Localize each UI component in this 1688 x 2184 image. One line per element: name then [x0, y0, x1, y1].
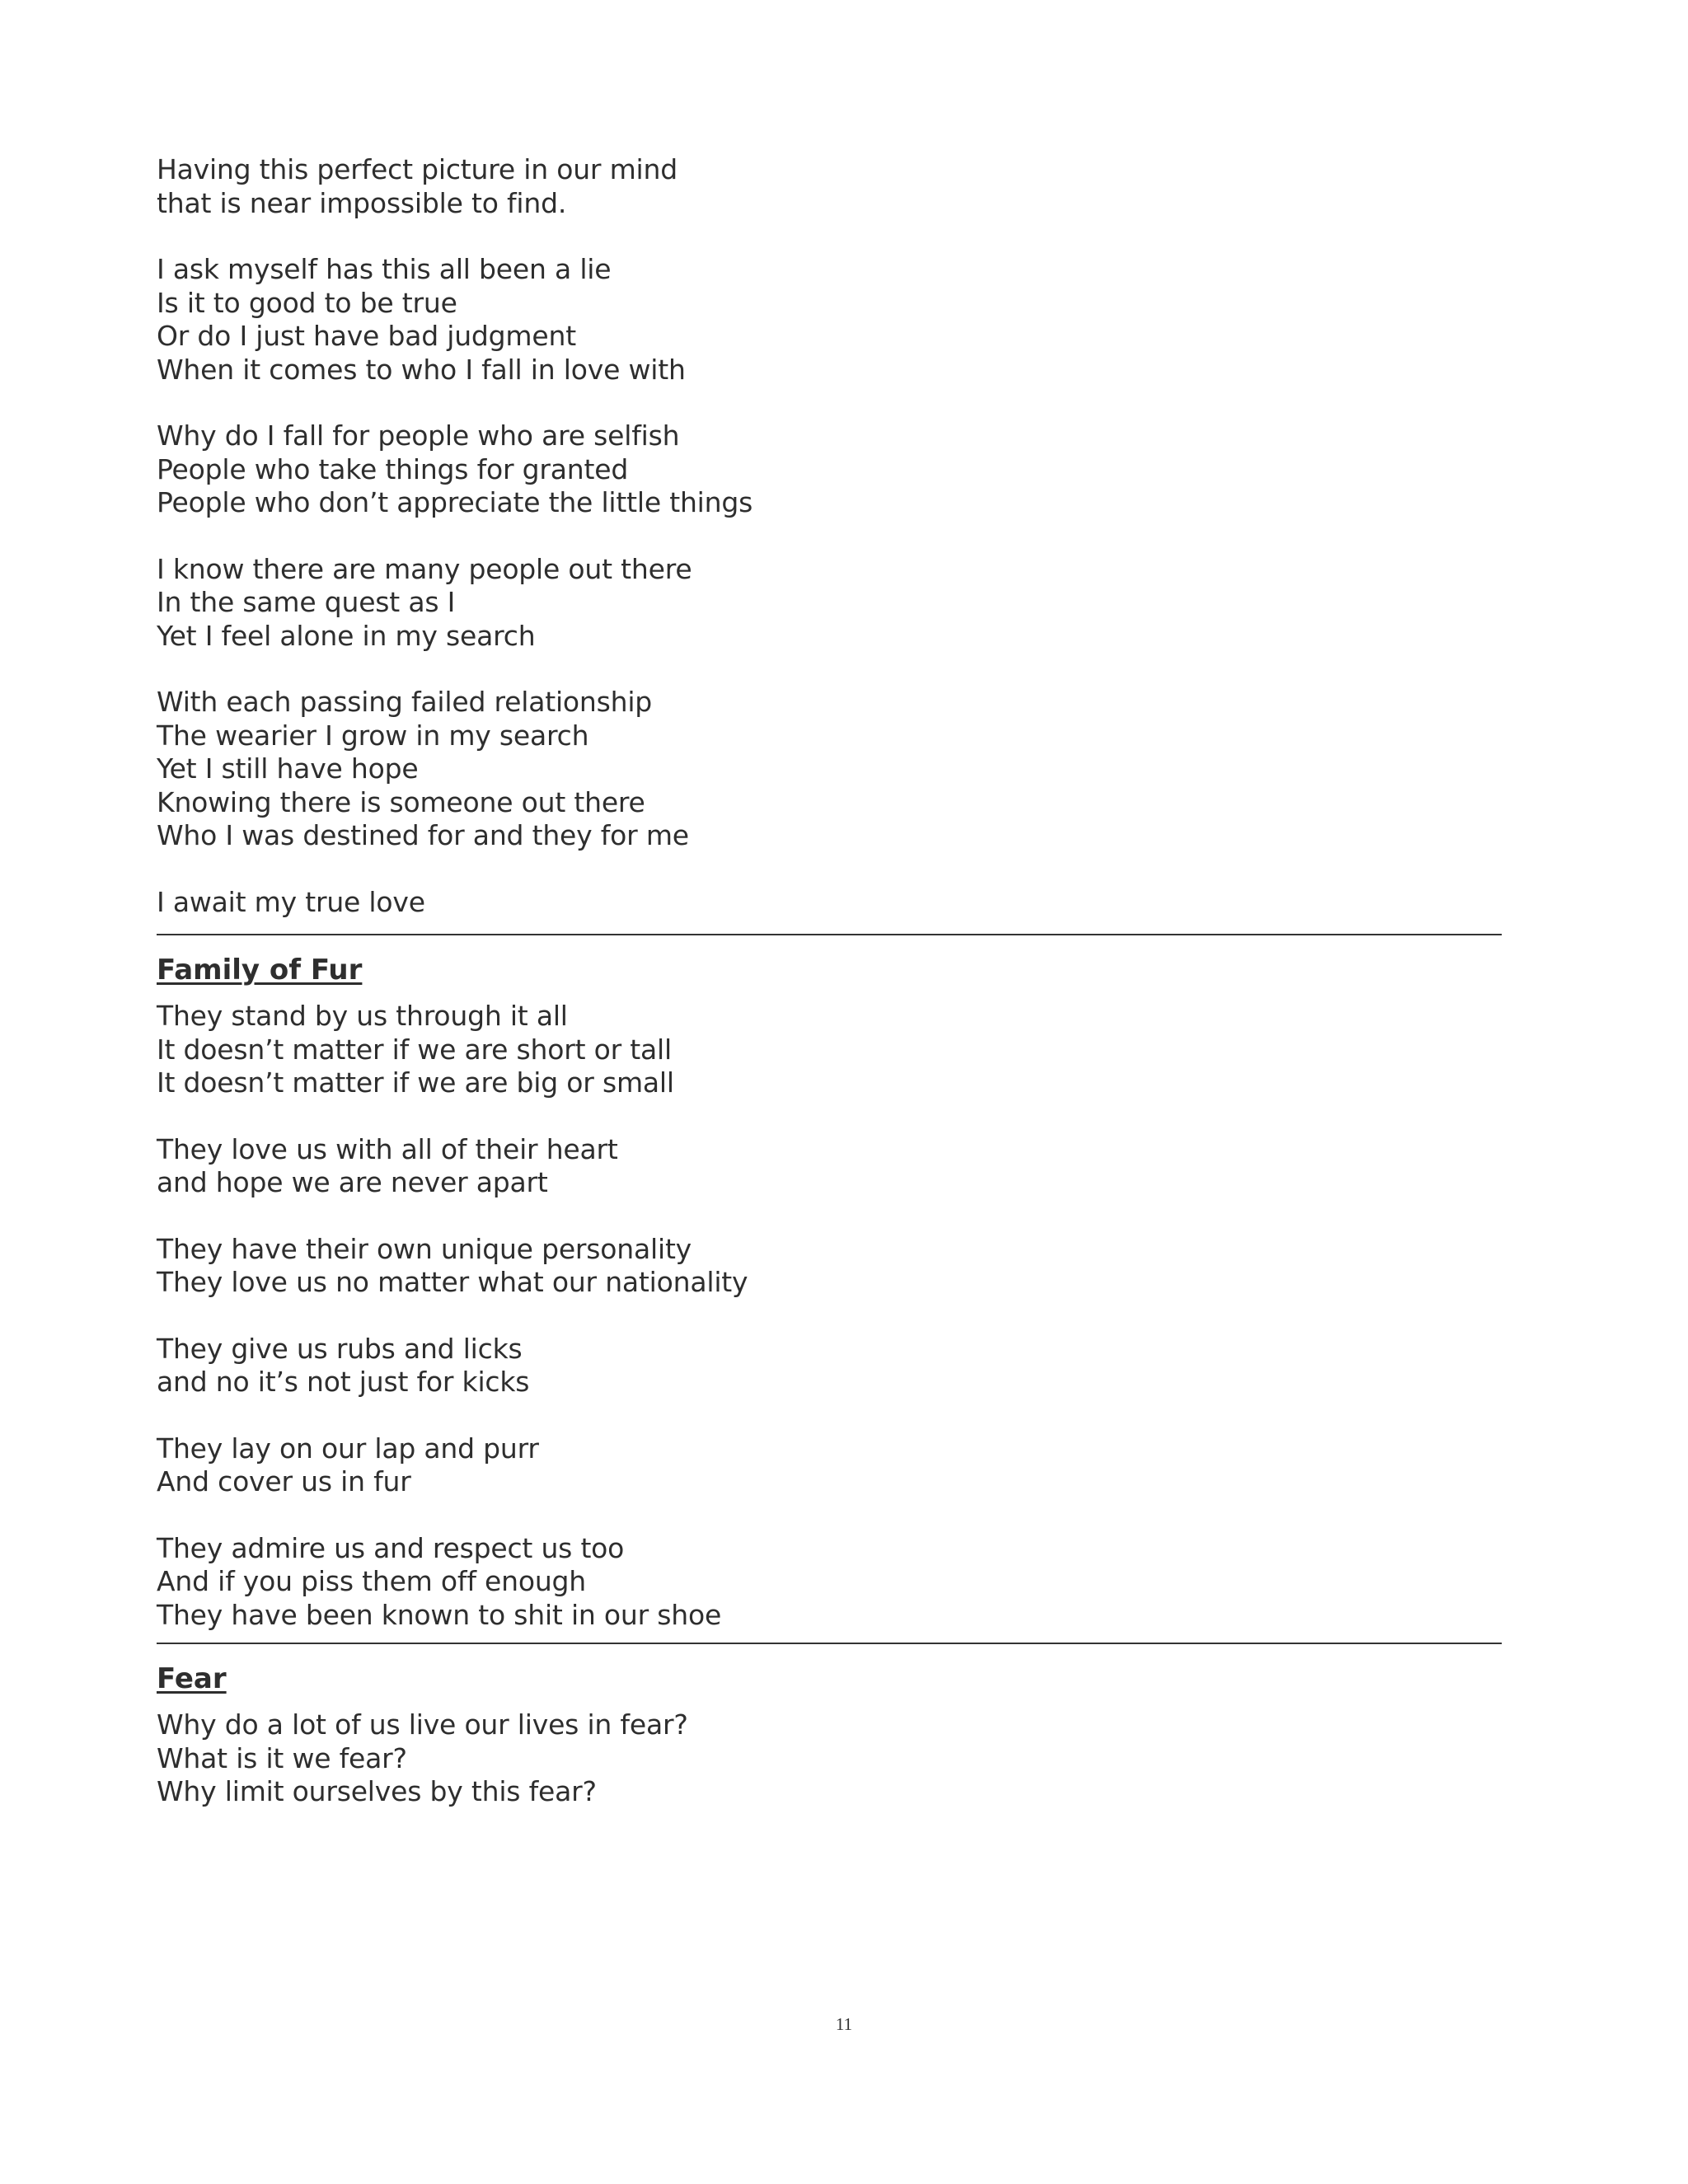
stanza: [157, 1708, 1502, 1809]
poem-title: Family of Fur: [157, 954, 363, 987]
poem-line: Knowing there is someone out there: [157, 785, 645, 818]
stanza: [157, 419, 1502, 520]
stanza: [157, 1000, 1502, 1100]
poem-line: They admire us and respect us too: [157, 1531, 625, 1564]
poem-family-of-fur: [157, 954, 1502, 1632]
poem-line: They give us rubs and licks: [157, 1332, 523, 1365]
stanza: [157, 553, 1502, 654]
document-page: [157, 153, 1502, 1809]
poem-line: Having this perfect picture in our mind: [157, 153, 678, 185]
poem-line: And if you piss them off enough: [157, 1565, 587, 1597]
stanza: [157, 686, 1502, 853]
poem-line: What is it we fear?: [157, 1741, 407, 1774]
stanza: [157, 1133, 1502, 1200]
poem-line: Why do I fall for people who are selfish: [157, 419, 680, 452]
section-divider: [157, 1643, 1502, 1644]
poem-line: They lay on our lap and purr: [157, 1432, 539, 1465]
poem-line: that is near impossible to find.: [157, 186, 567, 219]
poem-line: They have their own unique personality: [157, 1232, 692, 1265]
stanza: [157, 253, 1502, 387]
poem-line: It doesn’t matter if we are short or tall: [157, 1033, 672, 1066]
poem-line: They love us with all of their heart: [157, 1132, 618, 1165]
poem-line: Why limit ourselves by this fear?: [157, 1775, 597, 1807]
stanza: [157, 1532, 1502, 1633]
poem-line: Why do a lot of us live our lives in fear?: [157, 1708, 688, 1741]
poem-title: Fear: [157, 1662, 227, 1695]
poem-continuation: [157, 153, 1502, 919]
poem-line: They stand by us through it all: [157, 1000, 568, 1032]
poem-line: and no it’s not just for kicks: [157, 1366, 530, 1398]
poem-line: They have been known to shit in our shoe: [157, 1598, 722, 1631]
poem-line: Yet I still have hope: [157, 752, 419, 785]
poem-line: and hope we are never apart: [157, 1166, 548, 1198]
poem-line: I ask myself has this all been a lie: [157, 253, 612, 285]
poem-line: The wearier I grow in my search: [157, 719, 589, 752]
poem-line: I know there are many people out there: [157, 552, 692, 585]
stanza: [157, 153, 1502, 220]
poem-line: I await my true love: [157, 885, 425, 918]
poem-line: They love us no matter what our nationality: [157, 1266, 748, 1298]
section-divider: [157, 934, 1502, 935]
poem-line: It doesn’t matter if we are big or small: [157, 1066, 674, 1099]
poem-line: And cover us in fur: [157, 1465, 411, 1497]
stanza: [157, 886, 1502, 920]
poem-line: When it comes to who I fall in love with: [157, 353, 686, 386]
poem-line: In the same quest as I: [157, 586, 456, 618]
stanza: [157, 1333, 1502, 1399]
poem-line: Who I was destined for and they for me: [157, 819, 689, 851]
page-number: 11: [835, 2014, 853, 2034]
stanza: [157, 1432, 1502, 1499]
poem-line: People who don’t appreciate the little things: [157, 486, 753, 518]
poem-fear: [157, 1662, 1502, 1809]
poem-line: Is it to good to be true: [157, 286, 457, 319]
poem-line: People who take things for granted: [157, 452, 629, 485]
poem-line: Yet I feel alone in my search: [157, 619, 536, 652]
poem-line: Or do I just have bad judgment: [157, 320, 576, 352]
poem-line: With each passing failed relationship: [157, 686, 653, 718]
stanza: [157, 1233, 1502, 1300]
